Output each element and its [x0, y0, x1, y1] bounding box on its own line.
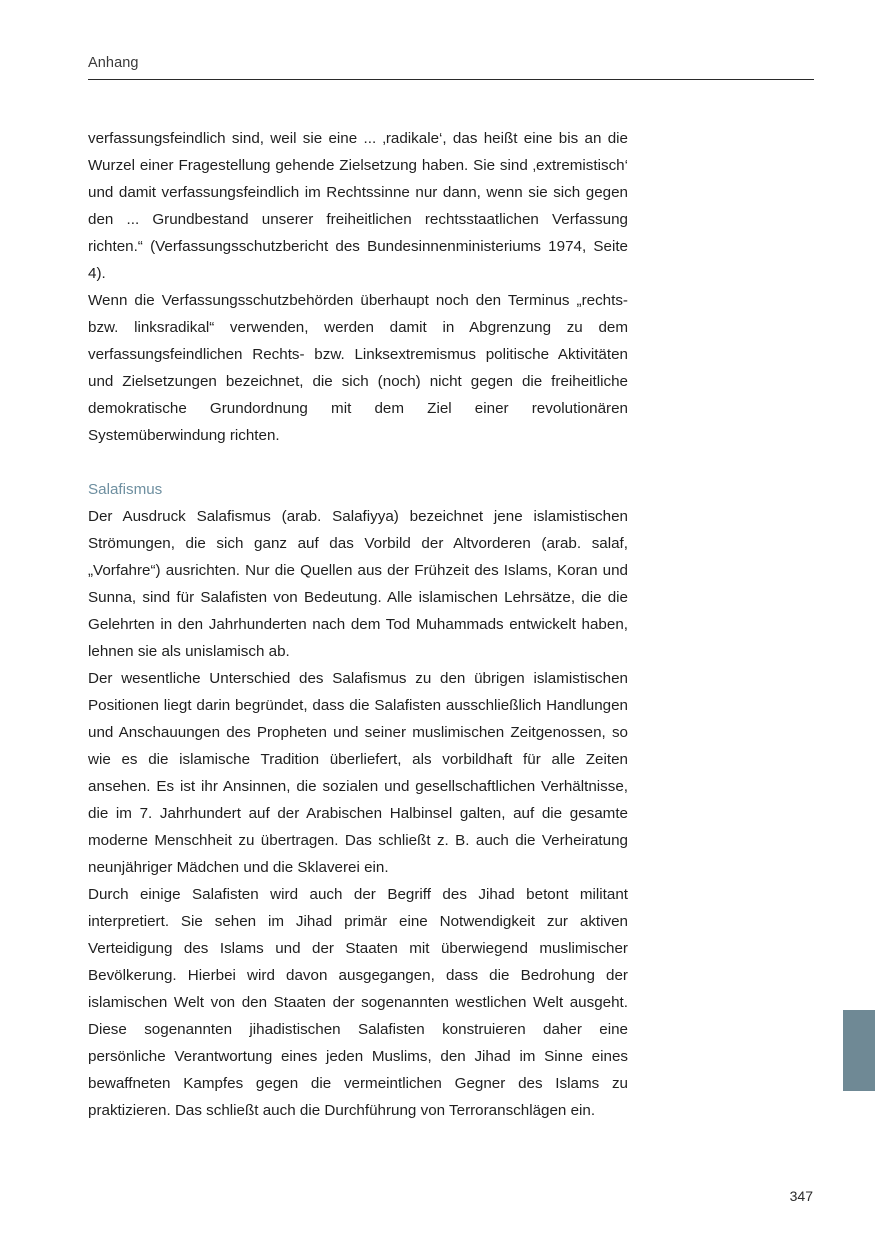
body-paragraph: Der Ausdruck Salafismus (arab. Salafiyya) bezeichnet jene islamistischen Strömungen, die sich ganz auf das Vorbild der Altvorderen (arab. salaf, „Vorfahre“) ausrichten. Nur die Quellen aus der Frühzeit des Islams, Koran und Sunna, sind für Salafisten von Bedeutung. Alle islamischen Lehrsätze, die die Gelehrten in den Jahrhunderten nach dem Tod Muhammads entwickelt haben, lehnen sie als unislamisch ab.	[88, 508, 628, 660]
body-paragraph: Der wesentliche Unterschied des Salafismus zu den übrigen islamistischen Positionen liegt darin begründet, dass die Salafisten ausschließlich Handlungen und Anschauungen des Propheten und seiner muslimischen Zeitgenossen, so wie es die islamische Tradition überliefert, als vorbildhaft für alle Zeiten ansehen. Es ist ihr Ansinnen, die sozialen und gesellschaftlichen Verhältnisse, die im 7. Jahrhundert auf der Arabischen Halbinsel galten, auf die gesamte moderne Menschheit zu übertragen. Das schließt z. B. auch die Verheiratung neunjähriger Mädchen und die Sklaverei ein.	[88, 670, 628, 876]
running-header-title: Anhang	[88, 55, 139, 71]
body-paragraph: Wenn die Verfassungsschutzbehörden überhaupt noch den Terminus „rechts- bzw. linksradikal“ verwenden, werden damit in Abgrenzung zu dem verfassungsfeindlichen Rechts- bzw. Linksextremismus politische Aktivitäten und Zielsetzungen bezeichnet, die sich (noch) nicht gegen die freiheitliche demokratische Grundordnung mit dem Ziel einer revolutionären Systemüberwindung richten.	[88, 292, 628, 444]
body-paragraph: Durch einige Salafisten wird auch der Begriff des Jihad betont militant interpretiert. Sie sehen im Jihad primär eine Notwendigkeit zur aktiven Verteidigung des Islams und der Staaten mit überwiegend muslimischer Bevölkerung. Hierbei wird davon ausgegangen, dass die Bedrohung der islamischen Welt von den Staaten der sogenannten westlichen Welt ausgeht. Diese sogenannten jihadistischen Salafisten konstruieren daher eine persönliche Verantwortung eines jeden Muslims, den Jihad im Sinne eines bewaffneten Kampfes gegen die vermeintlichen Gegner des Islams zu praktizieren. Das schließt auch die Durchführung von Terroranschlägen ein.	[88, 886, 628, 1119]
header-divider	[88, 79, 814, 80]
chapter-thumb-tab	[843, 1010, 875, 1091]
main-text-column	[88, 125, 628, 1124]
page-number: 347	[789, 1188, 813, 1204]
section-heading: Salafismus	[88, 481, 163, 498]
body-paragraph: verfassungsfeindlich sind, weil sie eine ... ‚radikale‘, das heißt eine bis an die Wurzel einer Fragestellung gehende Zielsetzung haben. Sie sind ‚extremistisch‘ und damit verfassungsfeindlich im Rechtssinne nur dann, wenn sie sich gegen den ... Grundbestand unserer freiheitlichen rechtsstaatlichen Verfassung richten.“ (Verfassungsschutzbericht des Bundesinnenministeriums 1974, Seite 4).	[88, 130, 628, 282]
